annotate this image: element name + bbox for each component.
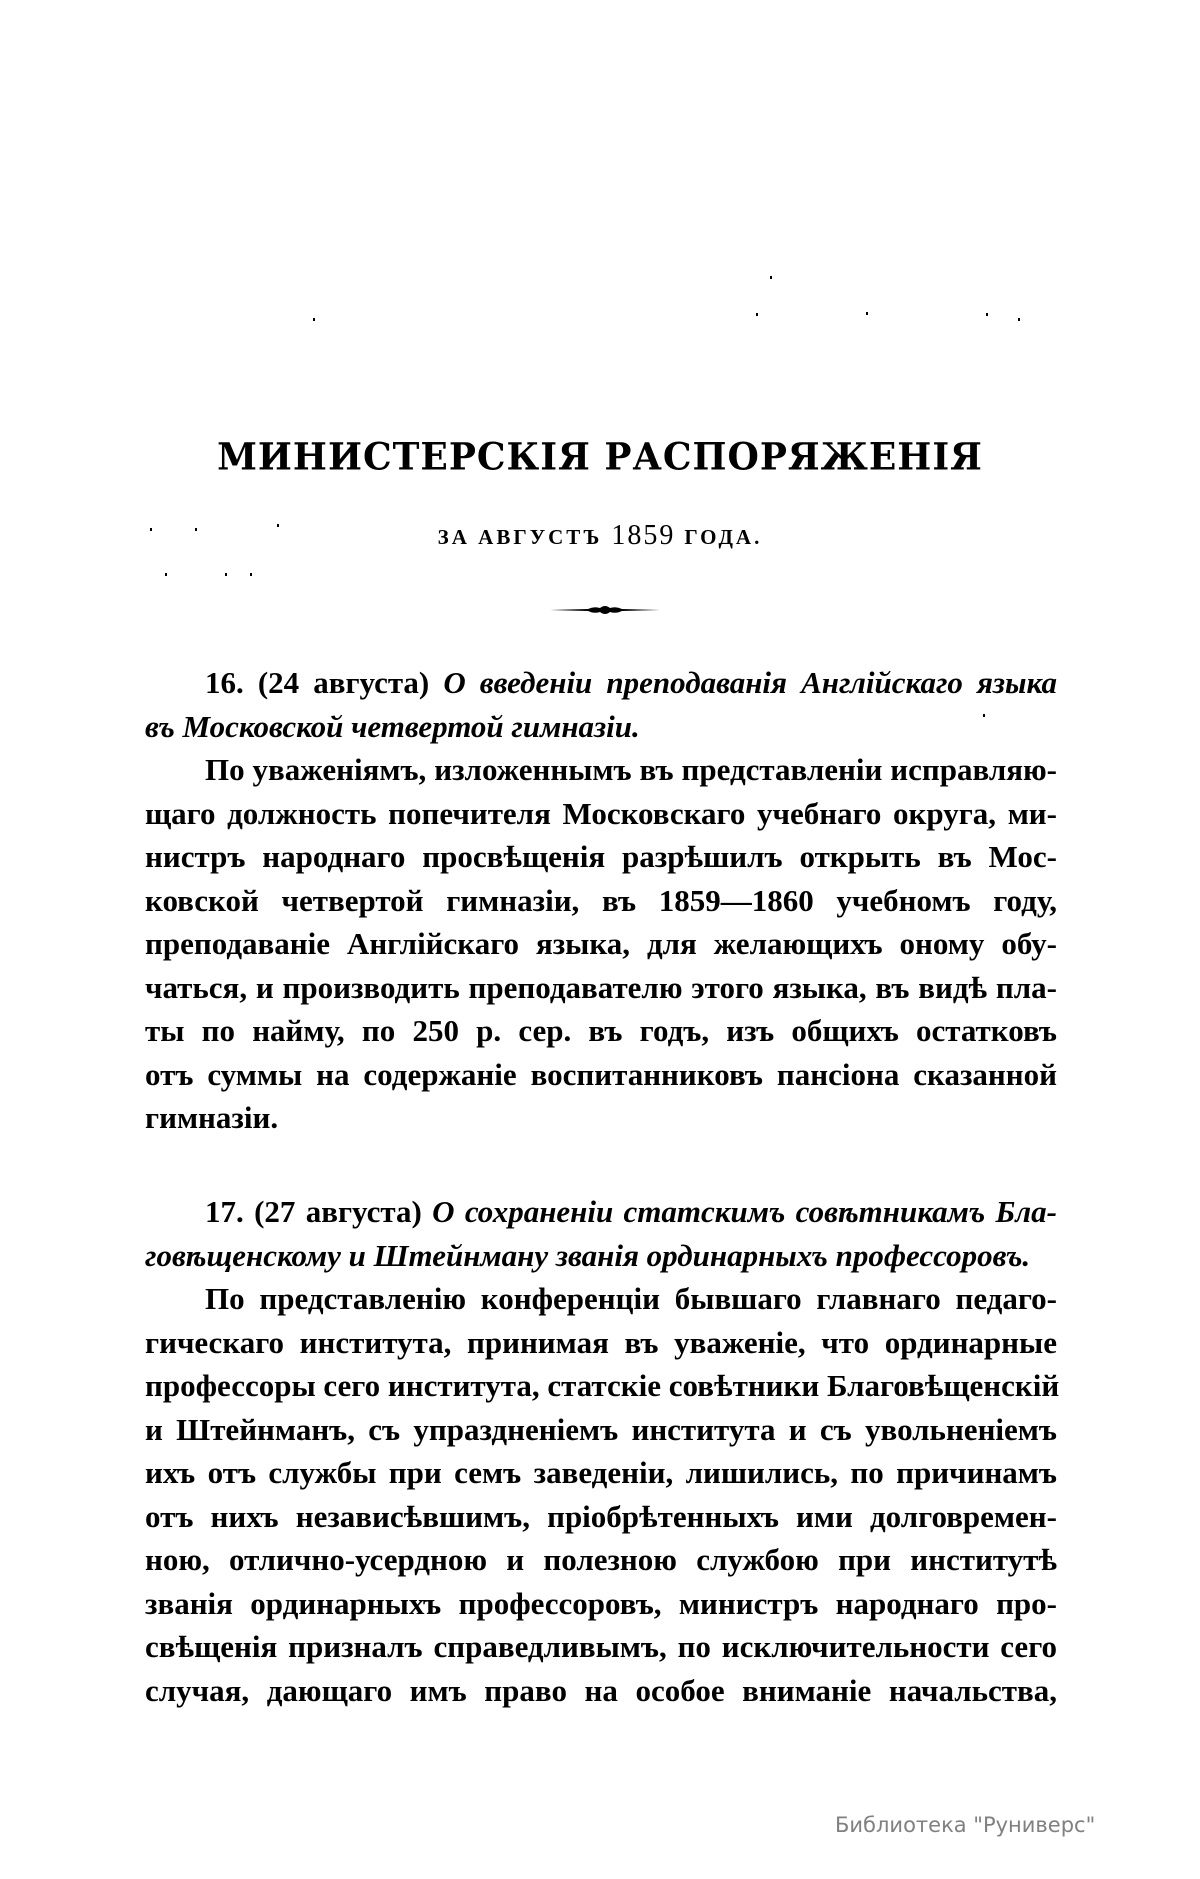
page-subtitle bbox=[0, 520, 1200, 552]
section-title-text: говѣщенскому и Штейнману званія ординарныхъ профессоровъ. bbox=[145, 1237, 1031, 1273]
library-watermark: Библиотека "Руниверс" bbox=[835, 1813, 1096, 1837]
body-line: нистръ народнаго просвѣщенія разрѣшилъ открыть въ Мос- bbox=[145, 839, 1057, 874]
scan-speck bbox=[866, 312, 868, 315]
body-line: ковской четвертой гимназіи, въ 1859—1860 учебномъ году, bbox=[145, 882, 1057, 918]
scan-speck bbox=[983, 714, 985, 717]
body-line: отъ суммы на содержаніе воспитанниковъ пансіона сказанной bbox=[145, 1056, 1057, 1092]
body-line: щаго должность попечителя Московскаго учебнаго округа, ми- bbox=[145, 795, 1057, 831]
body-line: ты по найму, по 250 р. сер. въ годъ, изъ общихъ остатковъ bbox=[145, 1013, 1057, 1048]
section-16 bbox=[145, 661, 1057, 1140]
section-heading-line bbox=[145, 661, 1057, 705]
body-line: званія ординарныхъ профессоровъ, министръ народнаго про- bbox=[145, 1585, 1057, 1621]
section-heading-line bbox=[145, 705, 1057, 749]
body-line: ною, отлично-усердною и полезною службою при институтѣ bbox=[145, 1542, 1057, 1577]
body-line: ихъ отъ службы при семъ заведеніи, лишились, по причинамъ bbox=[145, 1455, 1057, 1490]
subtitle-prefix: ЗА АВГУСТЪ bbox=[437, 525, 603, 549]
page-title: МИНИСТЕРСКІЯ РАСПОРЯЖЕНІЯ bbox=[217, 434, 983, 480]
scan-speck bbox=[150, 528, 152, 531]
body-line: и Штейнманъ, съ упраздненіемъ института и съ увольненіемъ bbox=[145, 1411, 1057, 1447]
section-number-date: 17. (27 августа) bbox=[205, 1194, 433, 1229]
section-title-text: въ Московской четвертой гимназіи. bbox=[145, 708, 640, 744]
subtitle-year: 1859 bbox=[611, 520, 676, 551]
decorative-rule-ornament-icon bbox=[550, 604, 660, 616]
section-title-text: О введеніи преподаванія Англійскаго языка bbox=[443, 665, 1057, 700]
body-line: преподаваніе Англійскаго языка, для желающихъ оному обу- bbox=[145, 926, 1057, 961]
section-17 bbox=[145, 1190, 1060, 1712]
body-line: гимназіи. bbox=[145, 1100, 279, 1135]
section-title-text: О сохраненіи статскимъ совѣтникамъ Бла- bbox=[432, 1194, 1057, 1229]
scan-speck bbox=[225, 573, 227, 576]
scan-speck bbox=[986, 313, 988, 316]
body-line: По представленію конференціи бывшаго главнаго педаго- bbox=[205, 1281, 1057, 1316]
body-line: гическаго института, принимая въ уваженіе, что ординарные bbox=[145, 1324, 1057, 1360]
scan-speck bbox=[165, 573, 167, 576]
section-heading-line bbox=[145, 1234, 1057, 1278]
scan-speck bbox=[277, 524, 279, 527]
subtitle-suffix: ГОДА. bbox=[684, 525, 763, 549]
body-line: случая, дающаго имъ право на особое вниманіе начальства, bbox=[145, 1672, 1057, 1708]
scan-speck bbox=[756, 313, 758, 316]
body-line: свѣщенія призналъ справедливымъ, по исключительности сего bbox=[145, 1629, 1057, 1664]
section-number-date: 16. (24 августа) bbox=[205, 665, 444, 700]
scan-speck bbox=[1018, 318, 1020, 321]
scan-speck bbox=[313, 318, 315, 321]
body-line: По уваженіямъ, изложеннымъ въ представленіи исправляю- bbox=[205, 752, 1057, 787]
scan-speck bbox=[770, 276, 772, 279]
section-heading-line bbox=[145, 1190, 1057, 1234]
body-line: чаться, и производить преподавателю этого языка, въ видѣ пла- bbox=[145, 969, 1057, 1005]
scan-speck bbox=[195, 528, 197, 531]
scan-speck bbox=[250, 573, 252, 576]
body-line: отъ нихъ независѣвшимъ, пріобрѣтенныхъ ими долговремен- bbox=[145, 1498, 1057, 1534]
body-line: профессоры сего института, статскіе совѣтники Благовѣщенскій bbox=[145, 1368, 1060, 1403]
